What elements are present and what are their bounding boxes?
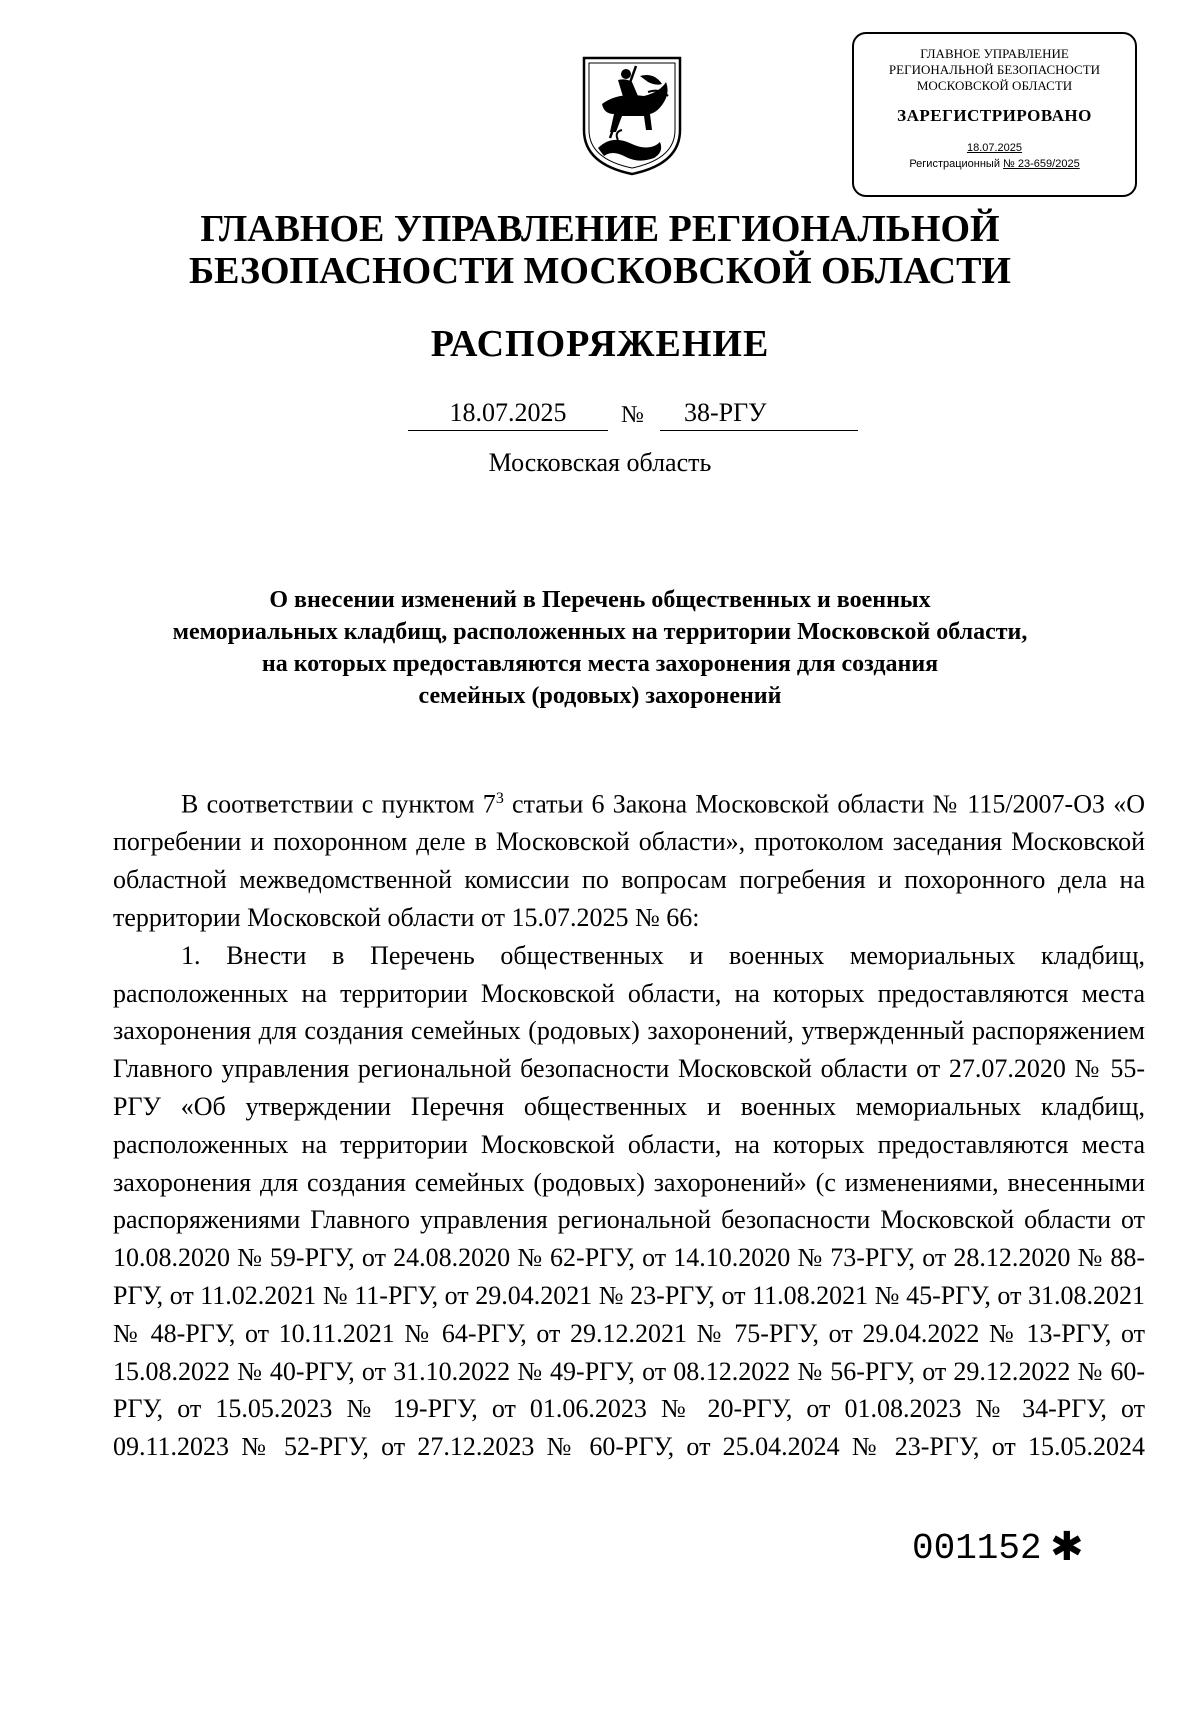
stamp-reg-label: Регистрационный bbox=[909, 158, 1000, 170]
stamp-reg-value: № 23-659/2025 bbox=[1003, 158, 1080, 170]
asterisk-icon: ✱ bbox=[1050, 1524, 1084, 1570]
document-number-field bbox=[660, 398, 858, 431]
agency-name-line: БЕЗОПАСНОСТИ МОСКОВСКОЙ ОБЛАСТИ bbox=[189, 250, 1011, 292]
registration-stamp bbox=[852, 32, 1137, 197]
superscript: 3 bbox=[495, 790, 504, 807]
document-type: РАСПОРЯЖЕНИЕ bbox=[430, 323, 770, 365]
document-number: 38-РГУ bbox=[684, 398, 767, 427]
number-sign: № bbox=[621, 402, 644, 428]
stamp-date: 18.07.2025 bbox=[966, 142, 1023, 154]
document-date: 18.07.2025 bbox=[408, 398, 608, 431]
document-body bbox=[113, 780, 1145, 1466]
stamp-org-line: МОСКОВСКОЙ ОБЛАСТИ bbox=[916, 78, 1073, 93]
subject-line: на которых предоставляются места захоронения для создания bbox=[261, 651, 939, 677]
document-place: Московская область bbox=[488, 448, 712, 477]
subject-line: мемориальных кладбищ, расположенных на территории Московской области, bbox=[172, 619, 1028, 645]
stamp-status: ЗАРЕГИСТРИРОВАНО bbox=[897, 106, 1092, 125]
stamp-org-line: РЕГИОНАЛЬНОЙ БЕЗОПАСНОСТИ bbox=[888, 62, 1101, 77]
page-counter: 001152 bbox=[912, 1528, 1042, 1569]
stamp-org-line: ГЛАВНОЕ УПРАВЛЕНИЕ bbox=[920, 46, 1069, 61]
stamp-reg-number bbox=[854, 158, 1135, 170]
document-subject bbox=[100, 584, 1100, 712]
preamble-rest: статьи 6 Закона Московской области № 115/2007-ОЗ «О погребении и похоронном деле в Московской области», протоколом заседания Московской областной межведомственной комиссии по вопросам погребения и похоронного дела на территории Московской области от 15.07.2025 № 66: bbox=[113, 789, 1146, 933]
subject-line: семейных (родовых) захоронений bbox=[418, 683, 782, 709]
agency-name-line: ГЛАВНОЕ УПРАВЛЕНИЕ РЕГИОНАЛЬНОЙ bbox=[200, 208, 1000, 250]
paragraph-preamble bbox=[113, 780, 1145, 937]
subject-line: О внесении изменений в Перечень общественных и военных bbox=[269, 587, 931, 613]
coat-of-arms-icon bbox=[578, 52, 686, 178]
preamble-start: В соответствии с пунктом 7 bbox=[181, 789, 496, 819]
paragraph-item-1: 1. Внести в Перечень общественных и военных мемориальных кладбищ, расположенных на территории Московской области, на которых предоставляются места захоронения для создания семейных (родовых) захоронений, утвержденный распоряжением Главного управления региональной безопасности Московской области от 27.07.2020 № 55-РГУ «Об утверждении Перечня общественных и военных мемориальных кладбищ, расположенных на территории Московской области, на которых предоставляются места захоронения для создания семейных (родовых) захоронений» (с изменениями, внесенными распоряжениями Главного управления региональной безопасности Московской области от 10.08.2020 № 59-РГУ, от 24.08.2020 № 62-РГУ, от 14.10.2020 № 73-РГУ, от 28.12.2020 № 88-РГУ, от 11.02.2021 № 11-РГУ, от 29.04.2021 № 23-РГУ, от 11.08.2021 № 45-РГУ, от 31.08.2021 № 48-РГУ, от 10.11.2021 № 64-РГУ, от 29.12.2021 № 75-РГУ, от 29.04.2022 № 13-РГУ, от 15.08.2022 № 40-РГУ, от 31.10.2022 № 49-РГУ, от 08.12.2022 № 56-РГУ, от 29.12.2022 № 60-РГУ, от 15.05.2023 № 19-РГУ, от 01.06.2023 № 20-РГУ, от 01.08.2023 № 34-РГУ, от 09.11.2023 № 52-РГУ, от 27.12.2023 № 60-РГУ, от 25.04.2024 № 23-РГУ, от 15.05.2024 bbox=[113, 940, 1145, 1462]
agency-name bbox=[0, 208, 1200, 292]
date-number-line bbox=[408, 398, 858, 432]
